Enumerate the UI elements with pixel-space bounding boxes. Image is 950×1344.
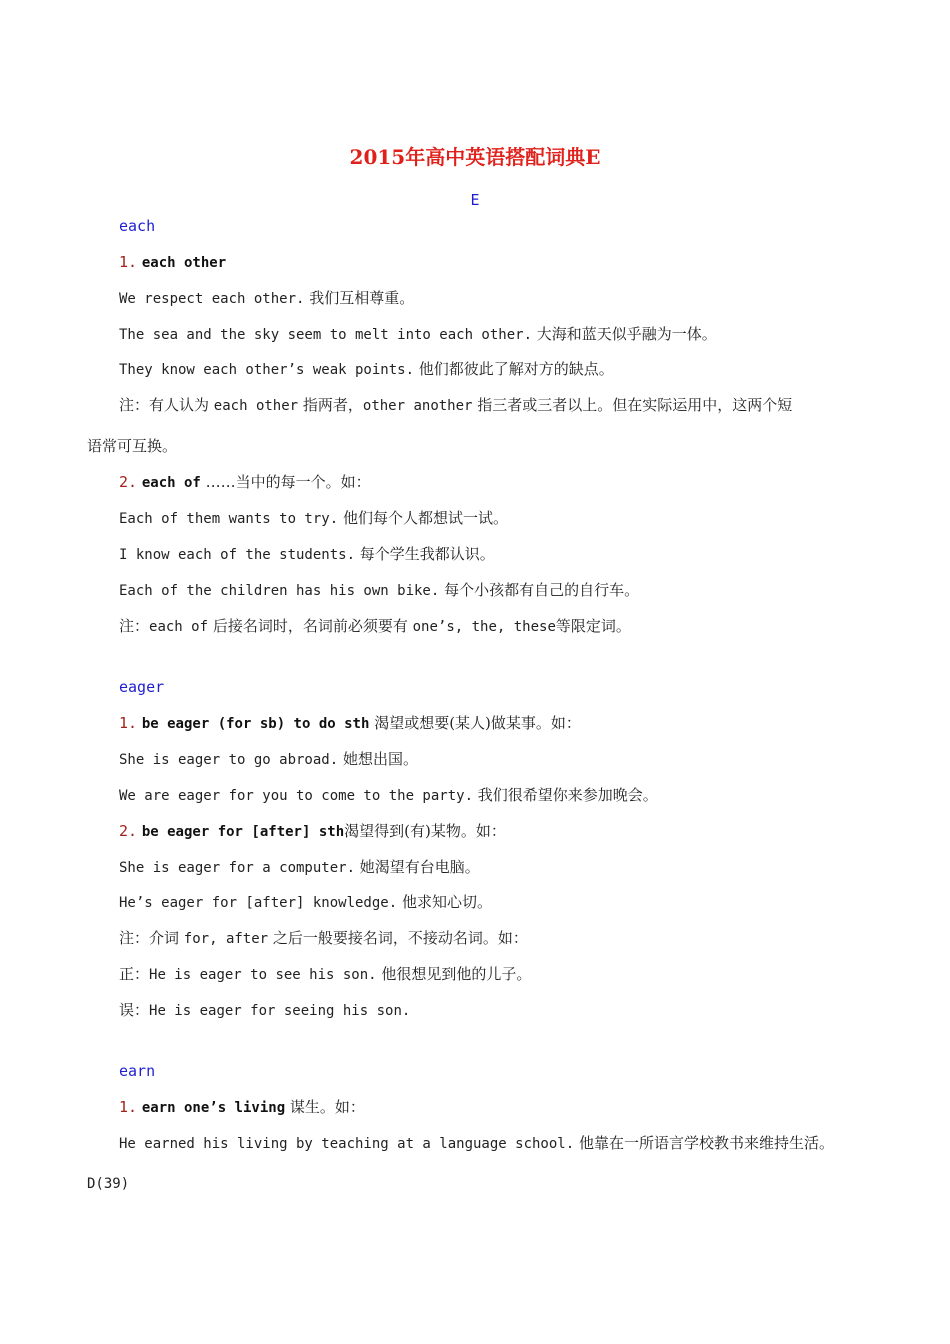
example-chinese: 我们互相尊重。 bbox=[309, 289, 415, 307]
note-term: other another bbox=[362, 398, 473, 414]
sense-number: 1. bbox=[119, 714, 138, 732]
example-line bbox=[119, 359, 614, 380]
note-text: 后接名词时，名词前必须要有 bbox=[212, 617, 408, 635]
sense-gloss: 渴望得到(有)某物。如： bbox=[344, 822, 506, 840]
note-text: 注：介词 bbox=[119, 929, 180, 947]
example-line bbox=[119, 324, 717, 345]
note-text: 注： bbox=[119, 617, 150, 635]
example-line bbox=[119, 288, 414, 309]
incorrect-usage bbox=[119, 1000, 410, 1021]
sense-number: 2. bbox=[119, 822, 138, 840]
note-text: 等限定词。 bbox=[555, 617, 631, 635]
sense-gloss: 谋生。如： bbox=[289, 1098, 365, 1116]
example-chinese: 她想出国。 bbox=[342, 750, 418, 768]
example-english: We are eager for you to come to the party. bbox=[119, 788, 474, 804]
example-chinese: 我们很希望你来参加晚会。 bbox=[477, 786, 658, 804]
note-term: one’s, the, these bbox=[412, 619, 556, 635]
example-chinese: 她渴望有台电脑。 bbox=[359, 858, 480, 876]
example-line bbox=[119, 892, 492, 913]
example-english: I know each of the students. bbox=[119, 547, 356, 563]
sense-phrase: each of bbox=[141, 475, 201, 491]
example-chinese: 他求知心切。 bbox=[401, 893, 492, 911]
example-chinese: 每个学生我都认识。 bbox=[359, 545, 495, 563]
document-title: 2015年高中英语搭配词典E bbox=[349, 145, 601, 169]
example-line bbox=[119, 1133, 834, 1154]
example-chinese: 他们都彼此了解对方的缺点。 bbox=[418, 360, 614, 378]
sense-phrase: be eager for [after] sth bbox=[141, 824, 345, 840]
example-line bbox=[119, 580, 639, 601]
sense-earn-living bbox=[119, 1097, 365, 1118]
example-english: He earned his living by teaching at a language school. bbox=[119, 1136, 575, 1152]
note-text: 正： bbox=[119, 965, 150, 983]
section-letter: E bbox=[470, 191, 480, 209]
usage-note bbox=[119, 928, 528, 949]
sense-phrase: be eager (for sb) to do sth bbox=[141, 716, 370, 732]
correct-usage bbox=[119, 964, 531, 985]
sense-each-of bbox=[119, 472, 371, 493]
sense-gloss: 渴望或想要(某人)做某事。如： bbox=[374, 714, 581, 732]
sense-be-eager-to bbox=[119, 713, 581, 734]
headword-text: earn bbox=[119, 1062, 156, 1080]
note-term: each of bbox=[149, 619, 209, 635]
example-chinese: 大海和蓝天似乎融为一体。 bbox=[536, 325, 717, 343]
sense-gloss: ……当中的每一个。如： bbox=[205, 473, 371, 491]
headword-text: eager bbox=[119, 678, 165, 696]
example-chinese: 他们每个人都想试一试。 bbox=[342, 509, 508, 527]
page-label: D(39) bbox=[87, 1176, 130, 1192]
example-english: The sea and the sky seem to melt into each other. bbox=[119, 327, 533, 343]
example-english: He is eager for seeing his son. bbox=[149, 1003, 411, 1019]
headword-text: each bbox=[119, 217, 156, 235]
example-line bbox=[119, 749, 418, 770]
example-english: Each of the children has his own bike. bbox=[119, 583, 440, 599]
note-text: 指两者， bbox=[302, 396, 363, 414]
usage-note bbox=[119, 395, 792, 416]
example-line bbox=[119, 857, 480, 878]
example-line bbox=[119, 785, 658, 806]
usage-note-continued bbox=[87, 436, 177, 456]
note-text: 语常可互换。 bbox=[87, 437, 178, 455]
example-english: She is eager for a computer. bbox=[119, 860, 356, 876]
example-chinese: 他很想见到他的儿子。 bbox=[381, 965, 532, 983]
example-english: She is eager to go abroad. bbox=[119, 752, 339, 768]
note-term: for, after bbox=[183, 931, 269, 947]
example-line bbox=[119, 544, 495, 565]
example-english: He is eager to see his son. bbox=[149, 967, 377, 983]
example-english: We respect each other. bbox=[119, 291, 305, 307]
example-chinese: 他靠在一所语言学校教书来维持生活。 bbox=[578, 1134, 834, 1152]
note-text: 之后一般要接名词，不接动名词。如： bbox=[272, 929, 528, 947]
sense-number: 1. bbox=[119, 253, 138, 271]
note-text: 指三者或三者以上。但在实际运用中，这两个短 bbox=[477, 396, 793, 414]
sense-number: 2. bbox=[119, 473, 138, 491]
sense-be-eager-for bbox=[119, 821, 506, 842]
example-english: They know each other’s weak points. bbox=[119, 362, 415, 378]
note-term: each other bbox=[213, 398, 299, 414]
note-text: 注：有人认为 bbox=[119, 396, 210, 414]
usage-note bbox=[119, 616, 631, 637]
headword-each bbox=[119, 216, 155, 236]
sense-number: 1. bbox=[119, 1098, 138, 1116]
example-english: Each of them wants to try. bbox=[119, 511, 339, 527]
sense-each-other bbox=[119, 252, 226, 273]
example-line bbox=[119, 508, 508, 529]
headword-earn bbox=[119, 1061, 155, 1081]
example-chinese: 每个小孩都有自己的自行车。 bbox=[444, 581, 640, 599]
sense-phrase: earn one’s living bbox=[141, 1100, 286, 1116]
example-english: He’s eager for [after] knowledge. bbox=[119, 895, 398, 911]
sense-phrase: each other bbox=[141, 255, 227, 271]
headword-eager bbox=[119, 677, 164, 697]
note-text: 误： bbox=[119, 1001, 150, 1019]
